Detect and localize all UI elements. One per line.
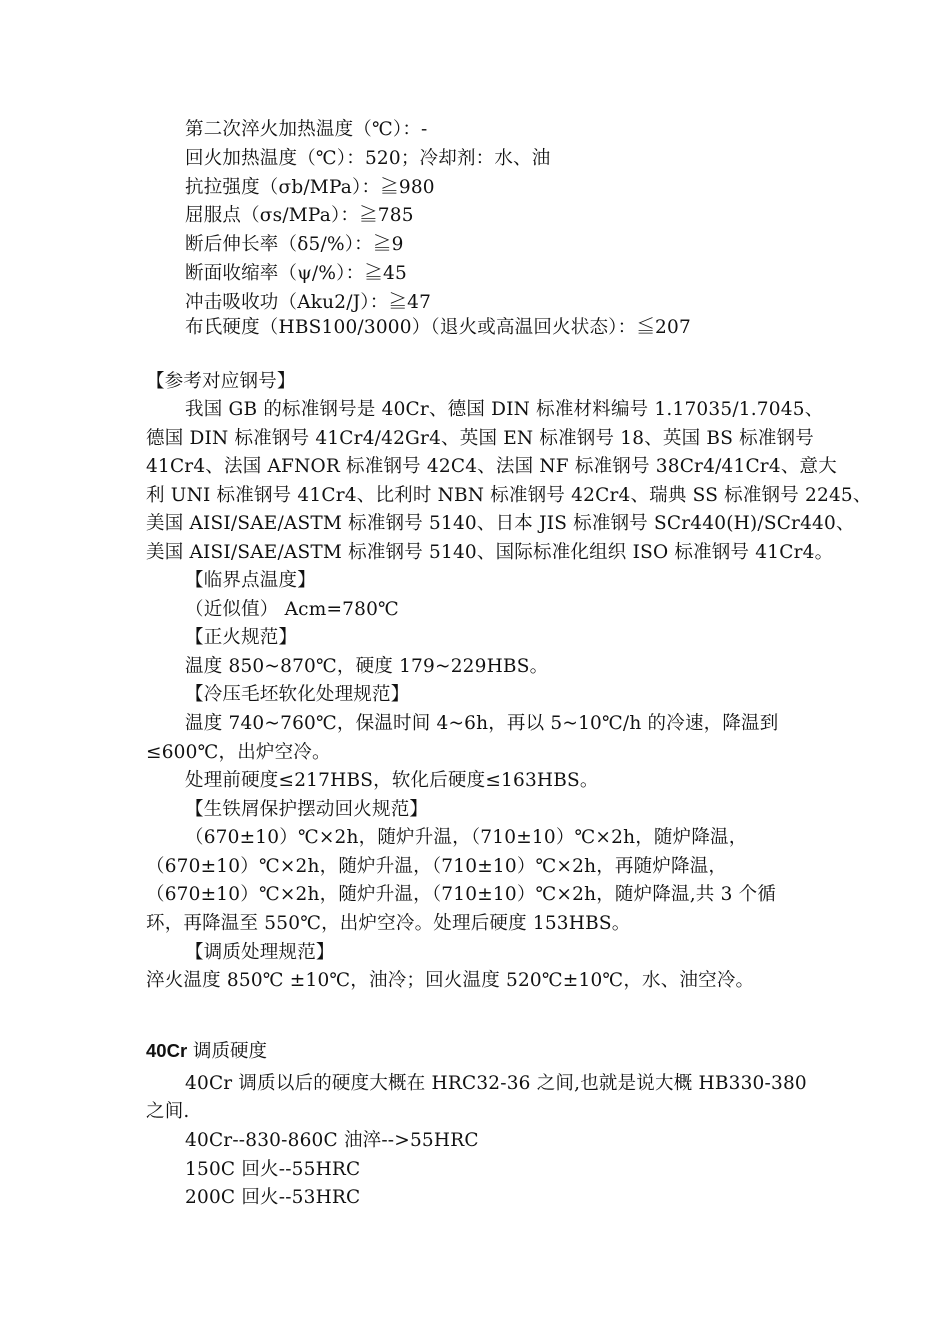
property-line: 抗拉强度（σb/MPa）：≧980	[185, 177, 435, 198]
quench-line: 40Cr--830-860C 油淬-->55HRC	[185, 1130, 479, 1151]
normalize-value: 温度 850~870℃，硬度 179~229HBS。	[185, 656, 549, 677]
qt-heading: 【调质处理规范】	[185, 942, 335, 963]
section-heading-bold: 40Cr	[146, 1040, 188, 1061]
swing-line: （670±10）℃×2h，随炉升温，（710±10）℃×2h，随炉降温，	[185, 827, 748, 848]
swing-heading: 【生铁屑保护摆动回火规范】	[185, 799, 429, 820]
section-heading-text: 调质硬度	[187, 1041, 268, 1062]
quench-line: 150C 回火--55HRC	[185, 1159, 361, 1180]
critical-heading: 【临界点温度】	[185, 570, 316, 591]
ref-line: 41Cr4、法国 AFNOR 标准钢号 42C4、法国 NF 标准钢号 38Cr4/41Cr4、意大	[146, 456, 837, 477]
critical-value: （近似值） Acm=780℃	[185, 599, 399, 620]
property-line: 断面收缩率（ψ/%）：≧45	[185, 263, 407, 284]
swing-line: 环，再降温至 550℃，出炉空冷。处理后硬度 153HBS。	[146, 913, 631, 934]
normalize-heading: 【正火规范】	[185, 627, 298, 648]
swing-line: （670±10）℃×2h，随炉升温，（710±10）℃×2h，再随炉降温，	[146, 856, 728, 877]
qt-value: 淬火温度 850℃ ±10℃，油冷；回火温度 520℃±10℃，水、油空冷。	[146, 970, 755, 991]
property-line: 冲击吸收功（Aku2/J）：≧47	[185, 292, 432, 313]
ref-line: 利 UNI 标准钢号 41Cr4、比利时 NBN 标准钢号 42Cr4、瑞典 SS 标准钢号 2245、	[146, 485, 872, 506]
property-line: 布氏硬度（HBS100/3000）（退火或高温回火状态）：≦207	[185, 317, 691, 338]
section-line: 40Cr 调质以后的硬度大概在 HRC32-36 之间,也就是说大概 HB330-380	[185, 1073, 807, 1094]
property-line: 屈服点（σs/MPa）：≧785	[185, 205, 414, 226]
ref-heading: 【参考对应钢号】	[146, 371, 296, 392]
ref-line: 我国 GB 的标准钢号是 40Cr、德国 DIN 标准材料编号 1.17035/1.7045、	[185, 399, 824, 420]
softening-line: ≤600℃，出炉空冷。	[146, 742, 331, 763]
softening-line: 处理前硬度≤217HBS，软化后硬度≤163HBS。	[185, 770, 599, 791]
swing-line: （670±10）℃×2h，随炉升温，（710±10）℃×2h，随炉降温,共 3 个循	[146, 884, 777, 905]
ref-line: 美国 AISI/SAE/ASTM 标准钢号 5140、日本 JIS 标准钢号 SCr440(H)/SCr440、	[146, 513, 855, 534]
property-line: 第二次淬火加热温度（℃）：-	[185, 119, 428, 140]
section-line: 之间.	[146, 1101, 190, 1122]
ref-line: 美国 AISI/SAE/ASTM 标准钢号 5140、国际标准化组织 ISO 标准钢号 41Cr4。	[146, 542, 834, 563]
quench-line: 200C 回火--53HRC	[185, 1187, 361, 1208]
ref-line: 德国 DIN 标准钢号 41Cr4/42Gr4、英国 EN 标准钢号 18、英国 BS 标准钢号	[146, 428, 814, 449]
property-line: 断后伸长率（δ5/%）：≧9	[185, 234, 404, 255]
section-heading	[146, 1038, 267, 1065]
property-line: 回火加热温度（℃）：520；冷却剂：水、油	[185, 148, 551, 169]
softening-heading: 【冷压毛坯软化处理规范】	[185, 684, 410, 705]
softening-line: 温度 740~760℃，保温时间 4~6h，再以 5~10℃/h 的冷速，降温到	[185, 713, 779, 734]
